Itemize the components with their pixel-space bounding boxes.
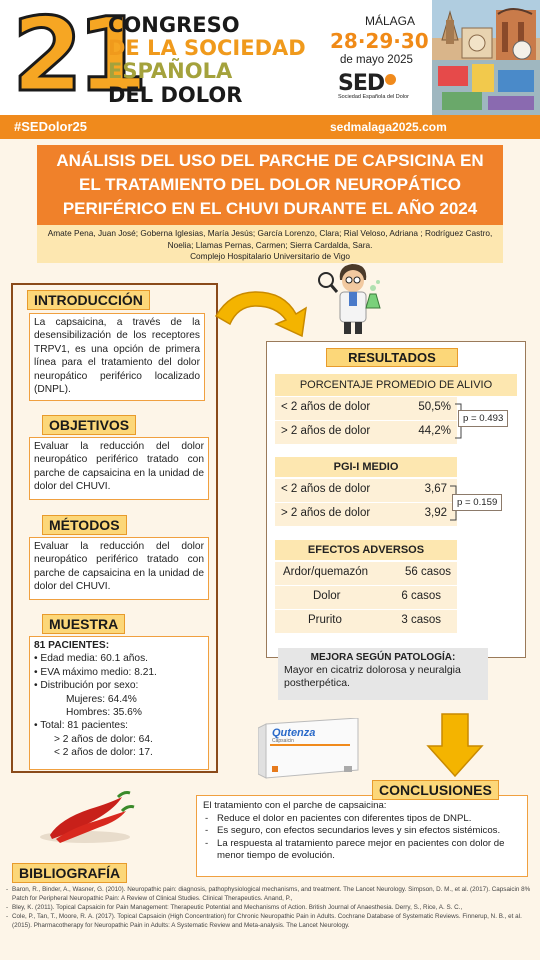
congress-title-line-1: CONGRESO — [108, 13, 240, 37]
qutenza-box-image — [258, 718, 363, 780]
authors-line: Amate Pena, Juan José; Goberna Iglesias, María Jesús; García Lorenzo, Clara; Rial Veloso, Adriana ; Rodríguez Castro, — [47, 228, 493, 238]
pgi-p-value: p = 0.159 — [452, 494, 502, 511]
objectives-heading: OBJETIVOS — [42, 415, 136, 435]
relief-row-label: > 2 años de dolor — [281, 425, 371, 437]
conclusions-intro: El tratamiento con el parche de capsaicina: — [203, 800, 387, 811]
congress-dates: 28·29·30 — [330, 29, 429, 53]
objectives-text: Evaluar la reducción del dolor neuropático periférico tratado con parche de capsaicina en la unidad de dolor del CHUVI. — [29, 437, 209, 500]
poster-title — [43, 149, 497, 221]
adverse-row-label: Dolor — [313, 590, 341, 602]
pathology-text: Mayor en cicatriz dolorosa y neuralgia postherpética. — [284, 664, 461, 689]
poster-title-line: PERIFÉRICO EN EL CHUVI DURANTE EL AÑO 2024 — [62, 199, 478, 218]
poster-title-line: EL TRATAMIENTO DEL DOLOR NEUROPÁTICO — [79, 175, 461, 194]
relief-row-value: 44,2% — [418, 425, 451, 437]
pgi-row-label: < 2 años de dolor — [281, 483, 371, 495]
website-link[interactable]: sedmalaga2025.com — [330, 120, 447, 134]
chili-peppers-image — [30, 787, 140, 847]
pgi-row — [275, 503, 457, 526]
conclusions-item: - Es seguro, con efectos secundarios leves y sin efectos sistémicos. — [203, 825, 521, 838]
adverse-heading: EFECTOS ADVERSOS — [275, 540, 457, 560]
hashtag: #SEDolor25 — [14, 119, 87, 134]
conclusions-heading: CONCLUSIONES — [372, 780, 499, 800]
qutenza-brand: Qutenza — [272, 727, 316, 739]
pathology-heading: MEJORA SEGÚN PATOLOGÍA: — [310, 652, 456, 663]
bibliography-heading: BIBLIOGRAFÍA — [12, 863, 127, 883]
relief-row — [275, 421, 457, 444]
congress-number: 21 — [12, 0, 142, 115]
bibliography-list — [4, 885, 534, 930]
relief-p-value: p = 0.493 — [458, 410, 508, 427]
bibliography-item: - Cole, P., Tan, T., Moore, R. A. (2017). Topical Capsaicin (High Concentration) for Chronic Neuropathic Pain in Adults. Cochrane Database of Systematic Reviews. Finnerup, N. B., et al. (2015). Pharmacotherapy for Neuropathic Pain in Adults: A Systematic Review and Meta-analysis. The Lancet Neurology. — [4, 912, 534, 930]
sample-age: • Edad media: 60.1 años. — [34, 653, 149, 665]
curved-arrow-icon — [210, 280, 320, 340]
pgi-row-value: 3,92 — [424, 507, 447, 519]
relief-row-value: 50,5% — [418, 401, 451, 413]
relief-row-label: < 2 años de dolor — [281, 401, 371, 413]
sample-less-2-years: < 2 años de dolor: 17. — [54, 747, 153, 759]
intro-text: La capsaicina, a través de la desensibilización de los receptores TRPV1, es una opción de primera línea para el tratamiento del dolor neuropático periférico localizado (DNPL). — [29, 313, 205, 401]
congress-title-line-4: DEL DOLOR — [108, 83, 243, 107]
scientist-illustration — [318, 258, 388, 340]
city-collage-image — [432, 0, 540, 115]
adverse-row-label: Ardor/quemazón — [283, 566, 369, 578]
authors-box — [37, 225, 503, 263]
adverse-row-value: 3 casos — [401, 614, 441, 626]
pgi-row-value: 3,67 — [424, 483, 447, 495]
adverse-row-label: Prurito — [308, 614, 342, 626]
methods-text: Evaluar la reducción del dolor neuropático periférico tratado con parche de capsaicina en la unidad de dolor del CHUVI. — [29, 537, 209, 600]
down-arrow-icon — [426, 712, 484, 778]
adverse-row — [275, 562, 457, 585]
intro-heading: INTRODUCCIÓN — [27, 290, 150, 310]
pgi-heading: PGI-I MEDIO — [275, 457, 457, 477]
relief-row — [275, 397, 457, 420]
sample-more-2-years: > 2 años de dolor: 64. — [54, 733, 153, 745]
conclusions-item: - La respuesta al tratamiento parece mejor en pacientes con dolor de menor tiempo de evolución. — [203, 838, 521, 863]
congress-title-line-3: ESPAÑOLA — [108, 59, 233, 83]
methods-heading: MÉTODOS — [42, 515, 127, 535]
relief-heading: PORCENTAJE PROMEDIO DE ALIVIO — [275, 374, 517, 396]
conclusions-list — [203, 813, 521, 863]
results-heading: RESULTADOS — [326, 348, 458, 367]
sample-box — [29, 636, 209, 770]
congress-city: MÁLAGA — [365, 14, 416, 28]
sample-men: Hombres: 35.6% — [66, 707, 142, 719]
sed-logo — [338, 71, 430, 109]
adverse-row — [275, 586, 457, 609]
poster-title-line: ANÁLISIS DEL USO DEL PARCHE DE CAPSICINA EN — [56, 151, 484, 170]
authors-line: Noelia; Llamas Pernas, Carmen; Sierra Cardalda, Sara. — [167, 239, 373, 250]
bibliography-item: - Bley, K. (2011). Topical Capsaicin for Pain Management: Therapeutic Potential and Mechanisms of Action. British Journal of Anaesthesia. Derry, S., Rice, A. S. C., — [4, 903, 534, 912]
qutenza-subtitle: Capsaicin — [272, 738, 294, 744]
congress-title-line-2: DE LA SOCIEDAD — [108, 36, 306, 60]
sed-logo-text: SED — [338, 71, 385, 96]
sample-women: Mujeres: 64.4% — [66, 693, 137, 705]
bibliography-item: - Baron, R., Binder, A., Wasner, G. (2010). Neuropathic pain: diagnosis, pathophysiological mechanisms, and treatment. The Lancet Neurology. Simpson, D. M., et al. (2017). Capsaicin 8% Patch for Peripheral Neuropathic Pain: A Review of Clinical Studies. Clinical Therapeutics. Anand, P., — [4, 885, 534, 903]
institution: Complejo Hospitalario Universitario de Vigo — [190, 251, 350, 261]
poster-title-box — [37, 145, 503, 225]
adverse-row — [275, 610, 457, 633]
sample-patients: 81 PACIENTES: — [34, 640, 110, 651]
conclusions-item: - Reduce el dolor en pacientes con diferentes tipos de DNPL. — [203, 813, 521, 826]
adverse-row-value: 56 casos — [404, 566, 451, 578]
congress-month: de mayo 2025 — [340, 54, 413, 66]
adverse-row-value: 6 casos — [401, 590, 441, 602]
sed-logo-subtitle: Sociedad Española del Dolor — [338, 94, 409, 100]
sed-logo-dot-icon — [385, 74, 396, 85]
conclusions-box — [196, 795, 528, 877]
sample-eva: • EVA máximo medio: 8.21. — [34, 666, 157, 678]
sample-sex: • Distribución por sexo: — [34, 680, 139, 692]
sample-total: • Total: 81 pacientes: — [34, 720, 128, 732]
sample-heading: MUESTRA — [42, 614, 125, 634]
pgi-row — [275, 479, 457, 502]
pgi-row-label: > 2 años de dolor — [281, 507, 371, 519]
pathology-box — [278, 648, 488, 700]
